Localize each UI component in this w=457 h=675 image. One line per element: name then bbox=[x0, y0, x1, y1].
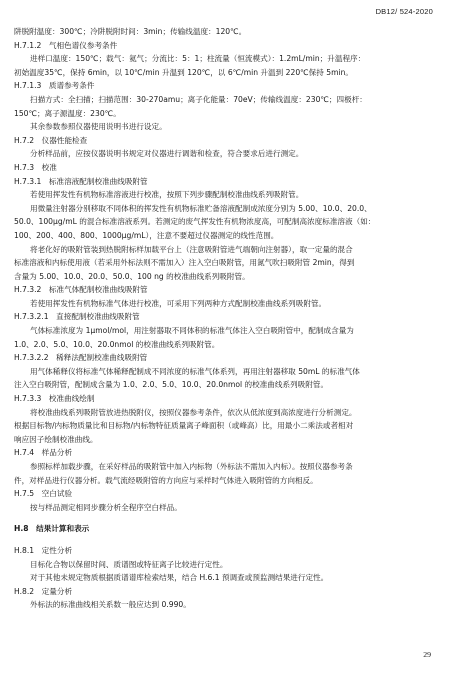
section-heading: H.7.3.1 标准溶液配制校准曲线吸附管 bbox=[14, 176, 148, 186]
section-heading: H.7.4 样品分析 bbox=[14, 448, 73, 458]
text-line: 用微量注射器分别移取不同体积的挥发性有机物标准贮备溶液配制成浓度分别为 5.00、10.0、20.0、 bbox=[30, 203, 372, 213]
text-line: 将老化好的吸附管装到热脱附标样加载平台上（注意吸附管进气端朝向注射器），取一定量的混合 bbox=[30, 244, 353, 254]
text-line: 初始温度35℃，保持 6min，以 10℃/min 升温到 120℃，以 6℃/min 升温到 220℃保持 5min。 bbox=[14, 67, 354, 77]
section-heading: H.7.5 空白试验 bbox=[14, 489, 73, 499]
text-line: 进样口温度：150℃；载气：氦气；分流比：5：1；柱流量（恒流模式）：1.2mL/min；升温程序： bbox=[30, 54, 366, 64]
text-line: 阱脱附温度：300℃；冷阱脱附时间：3min；传输线温度：120℃。 bbox=[14, 27, 247, 36]
text-line: 若使用挥发性有机物标准溶液进行校准，按照下列步骤配制校准曲线系列吸附管。 bbox=[30, 190, 304, 200]
text-line: 扫描方式：全扫描；扫描范围：30-270amu；离子化能量：70eV；传输线温度：230℃；四极杆： bbox=[30, 94, 367, 104]
text-line: 150℃；离子源温度：230℃。 bbox=[14, 108, 121, 118]
text-line: 其余参数参照仪器使用说明书进行设定。 bbox=[30, 122, 167, 132]
document-number: DB12/ 524-2020 bbox=[375, 7, 433, 16]
section-heading: H.7.3.2 标准气体配制校准曲线吸附管 bbox=[14, 285, 148, 295]
text-line: 用气体稀释仪将标准气体稀释配制成不同浓度的标准气体系列，再用注射器移取 50mL 的标准气体 bbox=[30, 366, 360, 376]
text-line: 100、200、400、800、1000μg/mL），注意不要超过仪器测定的线性范围。 bbox=[14, 230, 279, 240]
page-number: 29 bbox=[423, 650, 431, 659]
section-heading: H.8.2 定量分析 bbox=[14, 586, 73, 596]
text-line: 1.0、2.0、5.0、10.0、20.0nmol 的校准曲线系列吸附管。 bbox=[14, 339, 220, 349]
text-line: 对于其他未规定物质根据质谱谱库检索结果，结合 H.6.1 预调查或预监测结果进行定性。 bbox=[30, 573, 329, 583]
section-heading: H.7.3 校准 bbox=[14, 162, 57, 172]
text-line: 50.0、100μg/mL 的混合标准溶液系列。若测定的废气挥发性有机物浓度高，可配制高浓度标准溶液（如： bbox=[14, 217, 376, 227]
text-line: 注入空白吸附管，配制成含量为 1.0、2.0、5.0、10.0、20.0nmol 的校准曲线系列吸附管。 bbox=[14, 380, 329, 390]
section-heading: H.8.1 定性分析 bbox=[14, 545, 73, 555]
section-heading: H.7.2 仪器性能检查 bbox=[14, 135, 88, 145]
text-line: 根据目标物/内标物质量比和目标物/内标物特征质量离子峰面积（或峰高）比，用最小二乘法或者相对 bbox=[14, 421, 354, 431]
text-line: 将校准曲线系列吸附管放进热脱附仪，按照仪器参考条件，依次从低浓度到高浓度进行分析测定。 bbox=[30, 407, 357, 417]
text-line: 外标法的标准曲线相关系数一般应达到 0.990。 bbox=[30, 600, 191, 610]
text-line: 参照标样加载步骤，在采好样品的吸附管中加入内标物（外标法不需加入内标）。按照仪器参考条 bbox=[30, 462, 353, 471]
text-line: 件，对样品进行仪器分析。载气流经吸附管的方向应与采样时气体进入吸附管的方向相反。 bbox=[14, 475, 318, 485]
text-line: 分析样品前，应按仪器说明书规定对仪器进行调谐和检查，符合要求后进行测定。 bbox=[30, 149, 304, 159]
spacer bbox=[14, 514, 441, 522]
text-line: 按与样品测定相同步骤分析全程序空白样品。 bbox=[30, 502, 182, 512]
section-heading: H.7.3.2.1 直接配制校准曲线吸附管 bbox=[14, 312, 140, 322]
text-line: 含量为 5.00、10.0、20.0、50.0、100 ng 的校准曲线系列吸附管。 bbox=[14, 271, 250, 281]
section-heading: H.7.1.3 质谱参考条件 bbox=[14, 81, 95, 91]
section-heading: H.7.3.2.2 稀释法配制校准曲线吸附管 bbox=[14, 353, 148, 363]
text-line: 标准溶液和内标使用液（若采用外标法则不需加入）注入空白吸附管，用氮气吹扫吸附管 2min，得到 bbox=[14, 258, 355, 268]
text-line: 若使用挥发性有机物标准气体进行校准，可采用下列两种方式配制校准曲线系列吸附管。 bbox=[30, 298, 327, 308]
spacer bbox=[14, 536, 441, 544]
section-heading: H.7.3.3 校准曲线绘制 bbox=[14, 394, 95, 404]
text-line: 目标化合物以保留时间、质谱图或特征离子比较进行定性。 bbox=[30, 559, 228, 569]
text-line: 响应因子绘制校准曲线。 bbox=[14, 434, 98, 444]
text-line: 气体标准浓度为 1μmol/mol，用注射器取不同体积的标准气体注入空白吸附管中，配制成含量为 bbox=[30, 326, 354, 336]
body-text bbox=[14, 25, 441, 612]
section-heading: H.8 结果计算和表示 bbox=[14, 524, 90, 534]
section-heading: H.7.1.2 气相色谱仪参考条件 bbox=[14, 40, 118, 50]
